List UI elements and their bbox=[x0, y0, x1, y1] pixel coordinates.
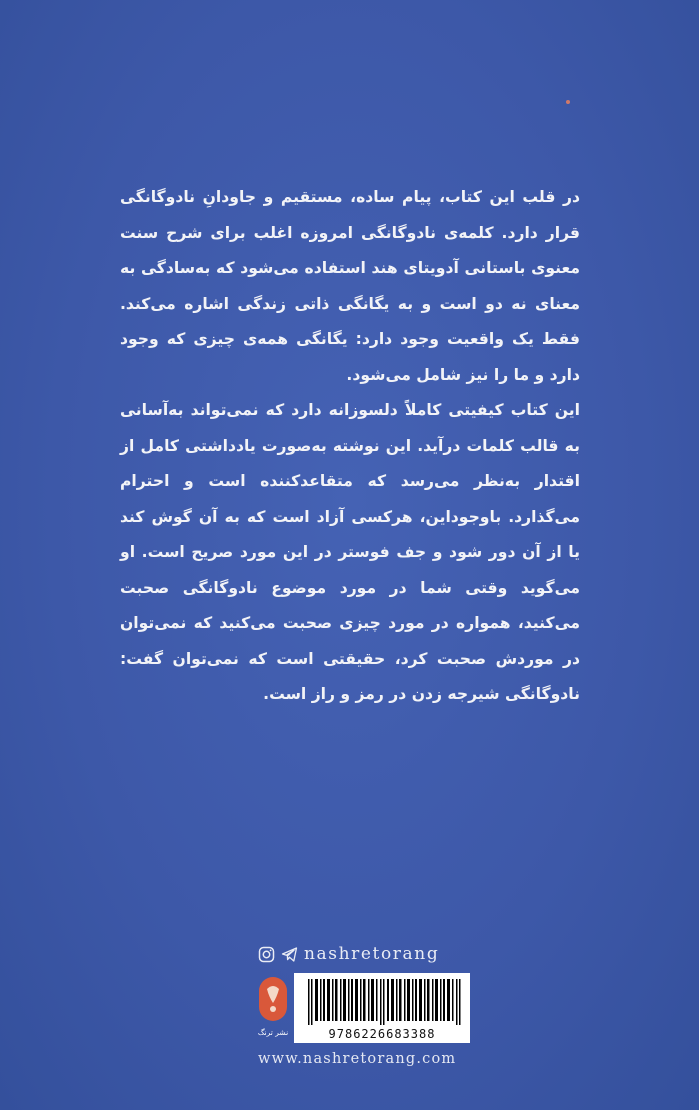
publisher-logo bbox=[258, 973, 288, 1043]
isbn-number: 9786226683388 bbox=[328, 1027, 436, 1041]
social-links bbox=[258, 944, 439, 964]
telegram-icon bbox=[281, 946, 298, 963]
barcode-bars bbox=[308, 979, 462, 1025]
publisher-block bbox=[258, 973, 470, 1043]
small-mark bbox=[566, 100, 570, 104]
blurb-paragraph-1: در قلب این کتاب، پیام ساده، مستقیم و جاودانِ نادوگانگی قرار دارد. کلمه‌ی نادوگانگی امروزه اغلب برای شرح سنت معنوی باستانی آدویتای هند استفاده می‌شود که به‌سادگی به معنای نه دو است و به یگانگی ذاتی زندگی اشاره می‌کند. فقط یک واقعیت وجود دارد: یگانگی همه‌ی چیزی که وجود دارد و ما را نیز شامل می‌شود. bbox=[120, 188, 580, 384]
blurb-paragraph-2: این کتاب کیفیتی کاملاً دلسوزانه دارد که نمی‌تواند به‌آسانی به قالب کلمات درآید. این نوشته به‌صورت یادداشتی کامل از اقتدار به‌نظر می‌رسد که متقاعدکننده است و احترام می‌گذارد. باوجوداین، هرکسی آزاد است که به آن گوش کند یا از آن دور شود و جف فوستر در این مورد صریح است. او می‌گوید وقتی شما در مورد موضوع نادوگانگی صحبت می‌کنید، همواره در مورد چیزی صحبت می‌کنید که نمی‌توان در موردش صحبت کرد، حقیقتی است که نمی‌توان گفت: نادوگانگی شیرجه زدن در رمز و راز است. bbox=[120, 401, 580, 703]
publisher-website: www.nashretorang.com bbox=[258, 1051, 457, 1067]
instagram-icon bbox=[258, 946, 275, 963]
isbn-barcode bbox=[294, 973, 470, 1043]
cover-blurb bbox=[120, 180, 580, 713]
publisher-logo-label: نشر ترنگ bbox=[258, 1028, 288, 1037]
social-handle: nashretorang bbox=[304, 944, 440, 964]
